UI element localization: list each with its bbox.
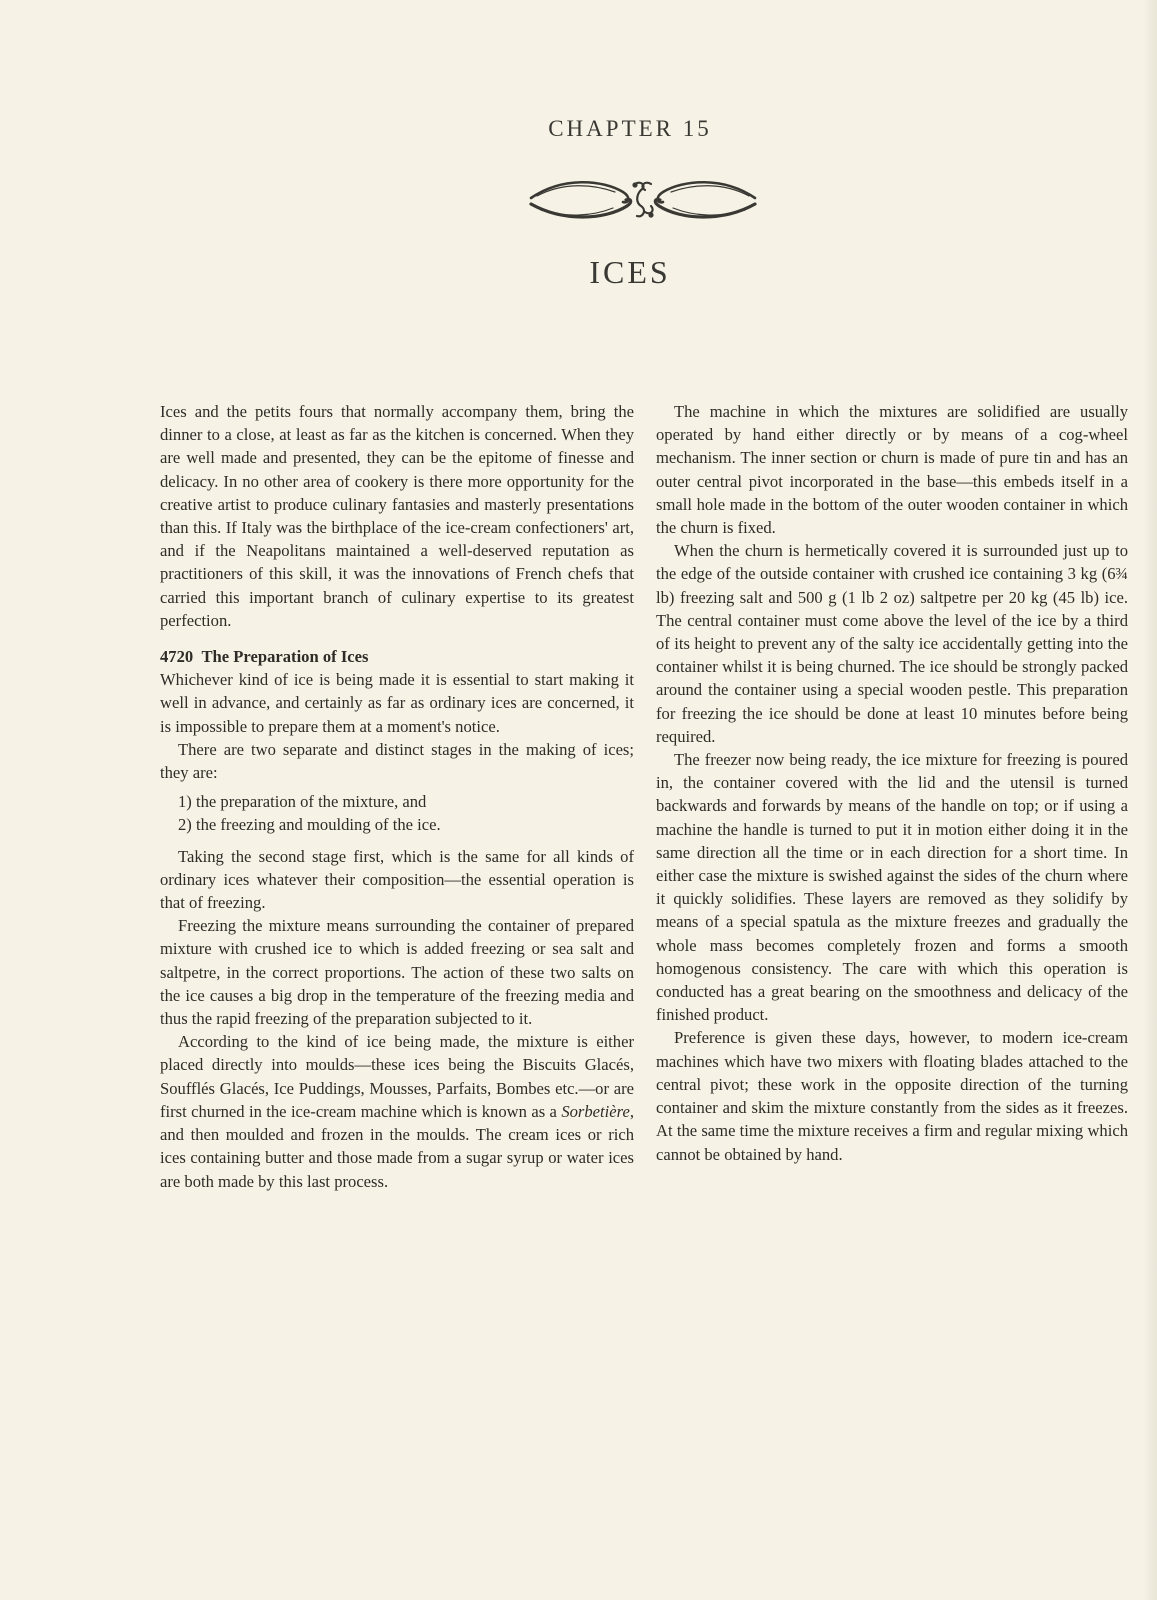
- list-item: 1) the preparation of the mixture, and: [178, 792, 427, 812]
- list-item: 2) the freezing and moulding of the ice.: [178, 815, 441, 835]
- body-paragraph: Freezing the mixture means surrounding the container of prepared mixture with crushed ice to which is added freezing or sea salt and saltpetre, in the correct proportions. The action of these two salts on the ice causes a big drop in the temperature of the freezing media and thus the rapid freezing of the preparation subjected to it.: [160, 916, 634, 1029]
- body-paragraph: [160, 1030, 634, 1192]
- body-paragraph: Taking the second stage first, which is the same for all kinds of ordinary ices whatever their composition—the essential operation is that of freezing.: [160, 846, 634, 913]
- italic-term: Sorbetière: [561, 1101, 630, 1121]
- body-paragraph: Preference is given these days, however, to modern ice-cream machines which have two mixers with floating blades attached to the central pivot; these work in the opposite direction of the turning container and skim the mixture constantly from the sides as it freezes. At the same time the mixture receives a firm and regular mixing which cannot be obtained by hand.: [656, 1028, 1128, 1164]
- left-column: [160, 400, 634, 1193]
- section-title: The Preparation of Ices: [201, 647, 369, 667]
- step-list: [160, 790, 634, 836]
- section-number: 4720: [160, 647, 194, 667]
- right-column: [656, 400, 1128, 1166]
- section-heading: [160, 645, 634, 668]
- body-paragraph: Whichever kind of ice is being made it is essential to start making it well in advance, and certainly as far as ordinary ices are concerned, it is impossible to prepare them at a moment's notice.: [160, 670, 634, 736]
- text-run: , and then moulded and frozen in the moulds. The cream ices or rich ices containing butter and those made from a sugar syrup or water ices are both made by this last process.: [160, 1101, 634, 1191]
- page-edge-shadow: [1143, 0, 1157, 1600]
- chapter-title: ICES: [589, 254, 671, 290]
- chapter-label: CHAPTER 15: [548, 116, 712, 141]
- text-run: According to the kind of ice being made, the mixture is either placed directly into moulds—these ices being the Biscuits Glacés, Soufflés Glacés, Ice Puddings, Mousses, Parfaits, Bombes etc.—or are first churned in the ice-cream machine which is known as a: [160, 1032, 634, 1121]
- body-paragraph: The freezer now being ready, the ice mixture for freezing is poured in, the container covered with the lid and the utensil is turned backwards and forwards by means of the handle on top; or if using a machine the handle is turned to put it in motion either doing it in the same direction all the time or in each direction for a short time. In either case the mixture is swished against the sides of the churn where it quickly solidifies. These layers are removed as they solidify by means of a special spatula as the mixture freezes and gradually the whole mass becomes completely frozen and forms a smooth homogenous consistency. The care with which this operation is conducted has a great bearing on the smoothness and delicacy of the finished product.: [656, 750, 1128, 1025]
- body-paragraph: There are two separate and distinct stages in the making of ices; they are:: [160, 739, 634, 783]
- flourish-ornament-icon: [523, 172, 763, 228]
- body-paragraph: The machine in which the mixtures are solidified are usually operated by hand either directly or by means of a cog-wheel mechanism. The inner section or churn is made of pure tin and has an outer central pivot incorporated in the base—this embeds itself in a small hole made in the bottom of the outer wooden container in which the churn is fixed.: [656, 402, 1128, 538]
- intro-paragraph: Ices and the petits fours that normally accompany them, bring the dinner to a close, at least as far as the kitchen is concerned. When they are well made and presented, they can be the epitome of finesse and delicacy. In no other area of cookery is there more opportunity for the creative artist to produce culinary fantasies and masterly presentations than this. If Italy was the birthplace of the ice-cream confectioners' art, and if the Neapolitans maintained a well-deserved reputation as practitioners of this skill, it was the innovations of French chefs that carried this important branch of culinary expertise to its greatest perfection.: [160, 402, 634, 630]
- body-paragraph: When the churn is hermetically covered it is surrounded just up to the edge of the outside container with crushed ice containing 3 kg (6¾ lb) freezing salt and 500 g (1 lb 2 oz) saltpetre per 20 kg (45 lb) ice. The central container must come above the level of the ice by a third of its height to prevent any of the salty ice accidentally getting into the container whilst it is being churned. The ice should be strongly packed around the container using a special wooden pestle. This preparation for freezing the ice should be done at least 10 minutes before being required.: [656, 541, 1128, 746]
